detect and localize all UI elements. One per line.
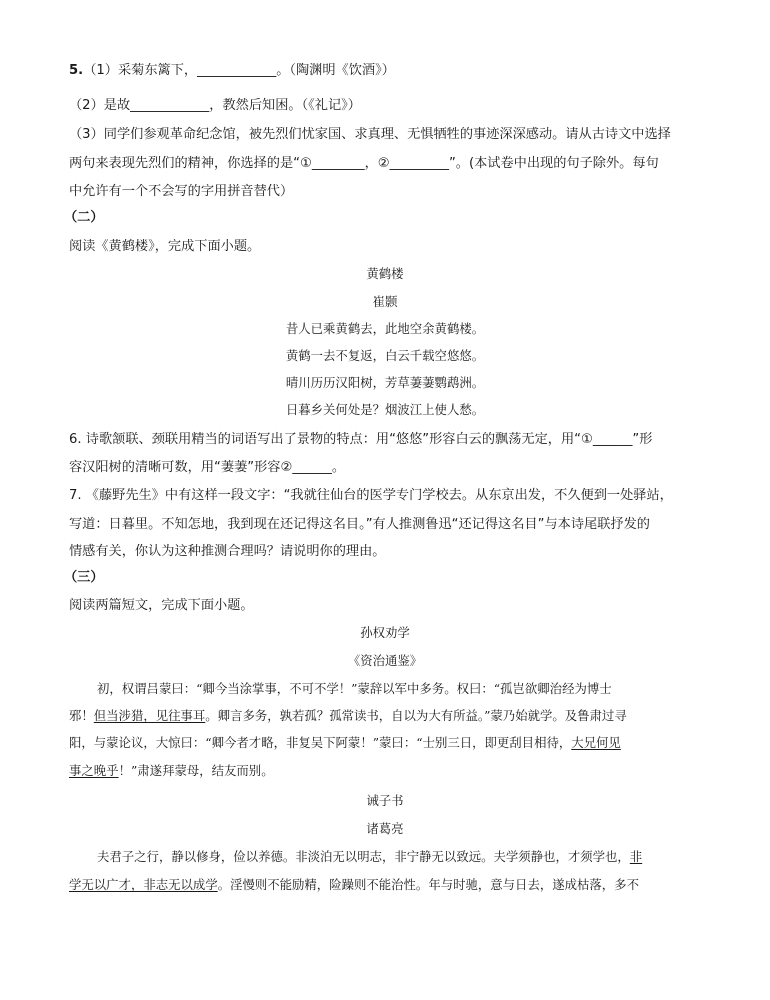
q5-line-2: （2）是故____________，教然后知困。（《礼记》） — [69, 98, 361, 113]
poem-title: 黄鹤楼 — [366, 266, 404, 281]
q5-line-4: 两句来表现先烈们的精神，你选择的是“①________，②_________”。(本试卷中出现的句子除外。每句 — [69, 156, 659, 171]
poem-line: 黄鹤一去不复返，白云千载空悠悠。 — [285, 348, 485, 363]
article-2-author: 诸葛亮 — [366, 821, 404, 836]
article-1-line-3: 阳，与蒙论议，大惊曰：“卿今者才略，非复吴下阿蒙！”蒙曰：“士别三日，即更刮目相待，大兄何见 — [69, 735, 621, 750]
q7-line-1: 7. 《藤野先生》中有这样一段文字：“我就往仙台的医学专门学校去。从东京出发，不久便到一处驿站， — [69, 488, 673, 503]
q6-blank-1[interactable]: ______ — [592, 432, 633, 447]
q5-line-1: 5.（1）采菊东篱下，____________。（陶渊明《饮酒》） — [69, 63, 395, 78]
poem-author: 崔颢 — [372, 294, 398, 309]
q5-blank-4[interactable]: _________ — [389, 156, 449, 171]
article-1-line-1: 初，权谓吕蒙曰：“卿今当涂掌事，不可不学！”蒙辞以军中多务。权曰：“孤岂欲卿治经为博士 — [97, 681, 612, 696]
q7-line-2: 写道：日暮里。不知怎地，我到现在还记得这名目。”有人推测鲁迅“还记得这名目”与本诗尾联抒发的 — [69, 517, 650, 532]
q5-blank-1[interactable]: ____________ — [197, 63, 277, 78]
poem-line: 日暮乡关何处是？烟波江上使人愁。 — [285, 402, 485, 417]
q5-line-5: 中允许有一个不会写的字用拼音替代） — [69, 184, 294, 199]
q5-number: 5. — [69, 63, 84, 78]
q5-blank-2[interactable]: ____________ — [130, 98, 210, 113]
q6-line-2: 容汉阳树的清晰可数，用“萋萋”形容②______。 — [69, 460, 346, 475]
poem-line: 昔人已乘黄鹤去，此地空余黄鹤楼。 — [285, 321, 485, 336]
section-3-intro: 阅读两篇短文，完成下面小题。 — [69, 598, 254, 613]
article-2-line-1: 夫君子之行，静以修身，俭以养德。非淡泊无以明志，非宁静无以致远。夫学须静也，才须学也，非 — [97, 849, 643, 864]
q7-line-3: 情感有关，你认为这种推测合理吗？请说明你的理由。 — [69, 544, 386, 559]
article-1-source: 《资治通鉴》 — [347, 653, 423, 668]
q6-blank-2[interactable]: ______ — [292, 460, 332, 475]
underlined-phrase: 非 — [629, 849, 643, 864]
article-1-line-2: 邪！但当涉猎，见往事耳。卿言多务，孰若孤？孤常读书，自以为大有所益。”蒙乃始就学。及鲁肃过寻 — [69, 708, 627, 723]
article-2-line-2: 学无以广才，非志无以成学。淫慢则不能励精，险躁则不能治性。年与时驰，意与日去，遂成枯落，多不 — [69, 877, 639, 892]
article-2-title: 诫子书 — [366, 793, 404, 808]
underlined-phrase: 事之晚乎 — [69, 763, 119, 778]
section-2-intro: 阅读《黄鹤楼》，完成下面小题。 — [69, 239, 261, 254]
poem-line: 晴川历历汉阳树，芳草萋萋鹦鹉洲。 — [285, 375, 485, 390]
article-1-title: 孙权劝学 — [360, 625, 410, 640]
underlined-phrase: 大兄何见 — [571, 735, 621, 750]
q5-line-3: （3）同学们参观革命纪念馆，被先烈们忧家国、求真理、无惧牺牲的事迹深深感动。请从古诗文中选择 — [69, 127, 671, 142]
underlined-phrase: 学无以广才，非志无以成学 — [69, 877, 218, 892]
q6-line-1: 6. 诗歌颔联、颈联用精当的词语写出了景物的特点：用“悠悠”形容白云的飘荡无定，用“①______”形 — [69, 432, 653, 447]
underlined-phrase: 但当涉猎，见往事耳 — [93, 708, 206, 723]
q5-blank-3[interactable]: ________ — [311, 156, 365, 171]
section-3-heading: （三） — [64, 570, 104, 585]
section-2-heading: （二） — [64, 210, 104, 225]
article-1-line-4: 事之晚乎！”肃遂拜蒙母，结友而别。 — [69, 763, 274, 778]
